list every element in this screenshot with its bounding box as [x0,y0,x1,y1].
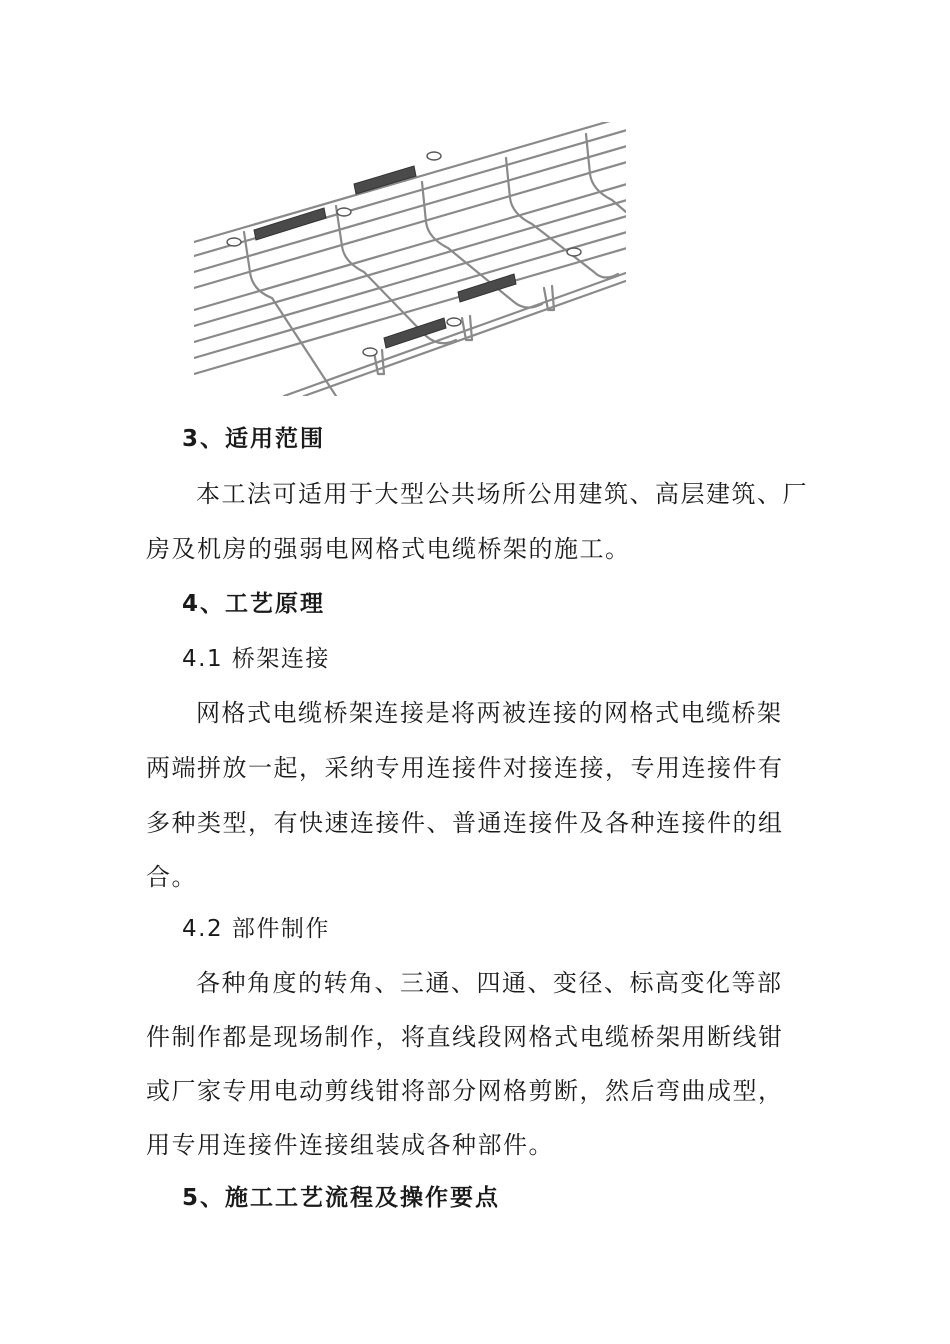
section-4-heading: 4、工艺原理 [182,591,326,617]
paragraph-line: 房及机房的强弱电网格式电缆桥架的施工。 [146,535,631,563]
section-3-heading: 3、适用范围 [182,426,326,452]
paragraph-line: 合。 [146,863,197,891]
paragraph-line: 网格式电缆桥架连接是将两被连接的网格式电缆桥架 [196,699,783,727]
paragraph-line: 多种类型，有快速连接件、普通连接件及各种连接件的组 [146,809,784,837]
section-5-heading: 5、施工工艺流程及操作要点 [182,1185,501,1211]
paragraph-line: 各种角度的转角、三通、四通、变径、标高变化等部 [196,969,783,997]
section-4-2-heading: 4.2 部件制作 [182,916,330,942]
section-4-1-heading: 4.1 桥架连接 [182,646,330,672]
cable-tray-figure [194,122,626,396]
paragraph-line: 本工法可适用于大型公共场所公用建筑、高层建筑、厂 [196,480,808,508]
paragraph-line: 用专用连接件连接组装成各种部件。 [146,1131,554,1159]
paragraph-line: 两端拼放一起，采纳专用连接件对接连接，专用连接件有 [146,754,784,782]
paragraph-line: 或厂家专用电动剪线钳将部分网格剪断，然后弯曲成型， [146,1077,784,1105]
wire-mesh-cable-tray-icon [194,122,626,396]
paragraph-line: 件制作都是现场制作，将直线段网格式电缆桥架用断线钳 [146,1023,784,1051]
